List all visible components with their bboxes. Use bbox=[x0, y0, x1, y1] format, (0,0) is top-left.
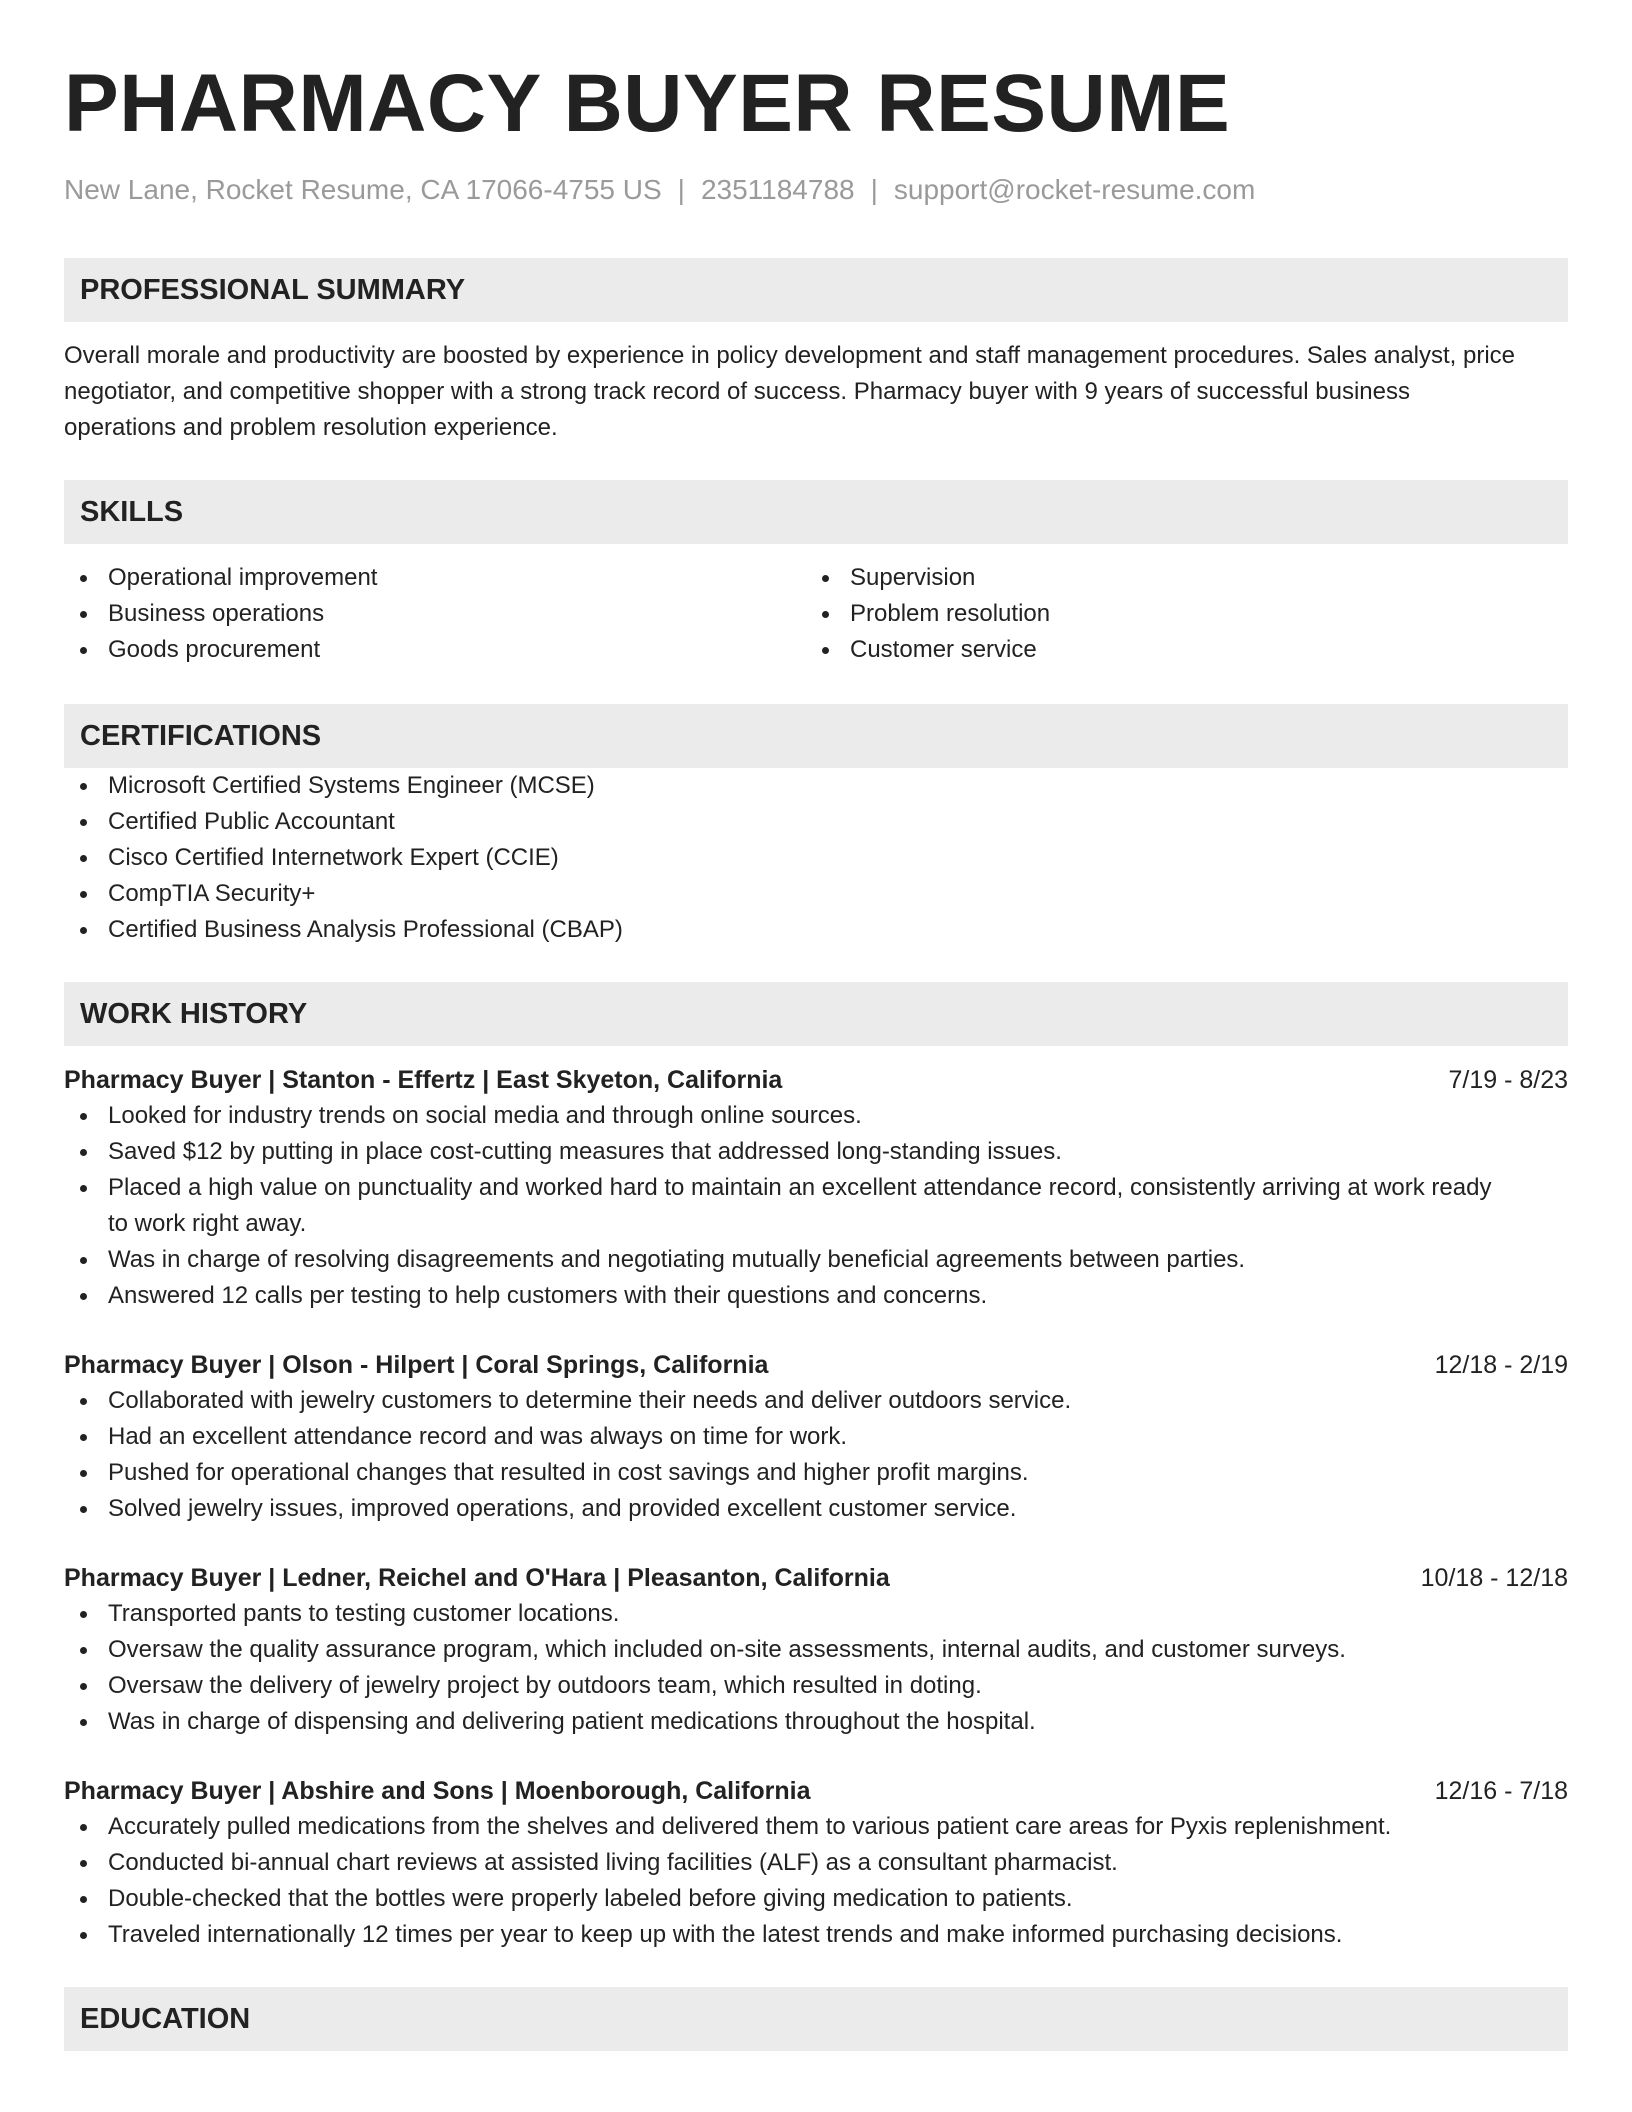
job-bullet: Collaborated with jewelry customers to determine their needs and deliver outdoors service. bbox=[64, 1383, 1568, 1419]
contact-separator: | bbox=[870, 174, 878, 205]
job-bullet: Was in charge of dispensing and delivering patient medications throughout the hospital. bbox=[64, 1704, 1568, 1740]
section-heading-certifications: CERTIFICATIONS bbox=[64, 704, 1568, 768]
job-title: Pharmacy Buyer | Olson - Hilpert | Coral Springs, California bbox=[64, 1351, 769, 1379]
contact-line bbox=[64, 172, 1568, 208]
job-bullet: Accurately pulled medications from the shelves and delivered them to various patient care areas for Pyxis replenishment. bbox=[64, 1809, 1568, 1845]
job-bullet: Oversaw the quality assurance program, which included on-site assessments, internal audits, and customer surveys. bbox=[64, 1632, 1568, 1668]
job-bullet: Transported pants to testing customer locations. bbox=[64, 1596, 1568, 1632]
skills-column-left bbox=[64, 560, 806, 668]
contact-email: support@rocket-resume.com bbox=[893, 174, 1256, 205]
job-bullet: Pushed for operational changes that resulted in cost savings and higher profit margins. bbox=[64, 1455, 1568, 1491]
job-entry bbox=[64, 1773, 1568, 1953]
section-heading-education: EDUCATION bbox=[64, 1987, 1568, 2051]
certification-item: CompTIA Security+ bbox=[64, 876, 1568, 912]
summary-line: operations and problem resolution experience. bbox=[64, 414, 558, 441]
certification-item: Certified Public Accountant bbox=[64, 804, 1568, 840]
summary-line: negotiator, and competitive shopper with a strong track record of success. Pharmacy buyer with 9 years of successful business bbox=[64, 378, 1410, 405]
contact-phone: 2351184788 bbox=[700, 174, 855, 205]
job-bullet: Solved jewelry issues, improved operations, and provided excellent customer service. bbox=[64, 1491, 1568, 1527]
job-entry bbox=[64, 1347, 1568, 1527]
job-bullets bbox=[64, 1596, 1568, 1740]
skill-item: Business operations bbox=[64, 596, 806, 632]
job-title: Pharmacy Buyer | Stanton - Effertz | East Skyeton, California bbox=[64, 1066, 783, 1094]
job-entry bbox=[64, 1560, 1568, 1740]
job-bullets bbox=[64, 1098, 1568, 1314]
job-dates: 10/18 - 12/18 bbox=[1420, 1564, 1568, 1592]
job-bullets bbox=[64, 1809, 1568, 1953]
job-dates: 7/19 - 8/23 bbox=[1448, 1066, 1568, 1094]
summary-text bbox=[64, 338, 1568, 446]
job-header bbox=[64, 1347, 1568, 1383]
certification-item: Cisco Certified Internetwork Expert (CCIE) bbox=[64, 840, 1568, 876]
job-bullet: Conducted bi-annual chart reviews at assisted living facilities (ALF) as a consultant pharmacist. bbox=[64, 1845, 1568, 1881]
job-bullet-line: Placed a high value on punctuality and worked hard to maintain an excellent attendance record, consistently arriving at work ready bbox=[108, 1174, 1492, 1201]
job-bullet: Saved $12 by putting in place cost-cutting measures that addressed long-standing issues. bbox=[64, 1134, 1568, 1170]
section-heading-work-history: WORK HISTORY bbox=[64, 982, 1568, 1046]
skill-item: Customer service bbox=[806, 632, 1548, 668]
certifications-list bbox=[64, 768, 1568, 948]
job-bullet: Was in charge of resolving disagreements and negotiating mutually beneficial agreements between parties. bbox=[64, 1242, 1568, 1278]
job-bullet: Answered 12 calls per testing to help customers with their questions and concerns. bbox=[64, 1278, 1568, 1314]
job-header bbox=[64, 1062, 1568, 1098]
section-heading-summary: PROFESSIONAL SUMMARY bbox=[64, 258, 1568, 322]
job-bullet: Looked for industry trends on social media and through online sources. bbox=[64, 1098, 1568, 1134]
skill-item: Operational improvement bbox=[64, 560, 806, 596]
job-title: Pharmacy Buyer | Abshire and Sons | Moenborough, California bbox=[64, 1777, 811, 1805]
job-bullet: Had an excellent attendance record and was always on time for work. bbox=[64, 1419, 1568, 1455]
page-title: PHARMACY BUYER RESUME bbox=[64, 58, 1231, 149]
job-dates: 12/18 - 2/19 bbox=[1434, 1351, 1568, 1379]
contact-address: New Lane, Rocket Resume, CA 17066-4755 US bbox=[64, 174, 662, 205]
job-bullet: Traveled internationally 12 times per year to keep up with the latest trends and make informed purchasing decisions. bbox=[64, 1917, 1568, 1953]
skill-item: Goods procurement bbox=[64, 632, 806, 668]
job-dates: 12/16 - 7/18 bbox=[1434, 1777, 1568, 1805]
certification-item: Microsoft Certified Systems Engineer (MCSE) bbox=[64, 768, 1568, 804]
job-bullets bbox=[64, 1383, 1568, 1527]
skill-item: Supervision bbox=[806, 560, 1548, 596]
resume-page bbox=[64, 0, 1568, 2051]
job-bullet: Oversaw the delivery of jewelry project by outdoors team, which resulted in doting. bbox=[64, 1668, 1568, 1704]
job-entry bbox=[64, 1062, 1568, 1314]
skill-item: Problem resolution bbox=[806, 596, 1548, 632]
section-heading-skills: SKILLS bbox=[64, 480, 1568, 544]
job-header bbox=[64, 1560, 1568, 1596]
skills-column-right bbox=[806, 560, 1548, 668]
job-bullet-line: to work right away. bbox=[108, 1210, 307, 1237]
job-bullet bbox=[64, 1170, 1568, 1242]
contact-separator: | bbox=[677, 174, 685, 205]
job-title: Pharmacy Buyer | Ledner, Reichel and O'Hara | Pleasanton, California bbox=[64, 1564, 890, 1592]
job-header bbox=[64, 1773, 1568, 1809]
skills-grid bbox=[64, 560, 1568, 668]
summary-line: Overall morale and productivity are boosted by experience in policy development and staff management procedures. Sales analyst, price bbox=[64, 342, 1516, 369]
job-bullet: Double-checked that the bottles were properly labeled before giving medication to patients. bbox=[64, 1881, 1568, 1917]
certification-item: Certified Business Analysis Professional (CBAP) bbox=[64, 912, 1568, 948]
